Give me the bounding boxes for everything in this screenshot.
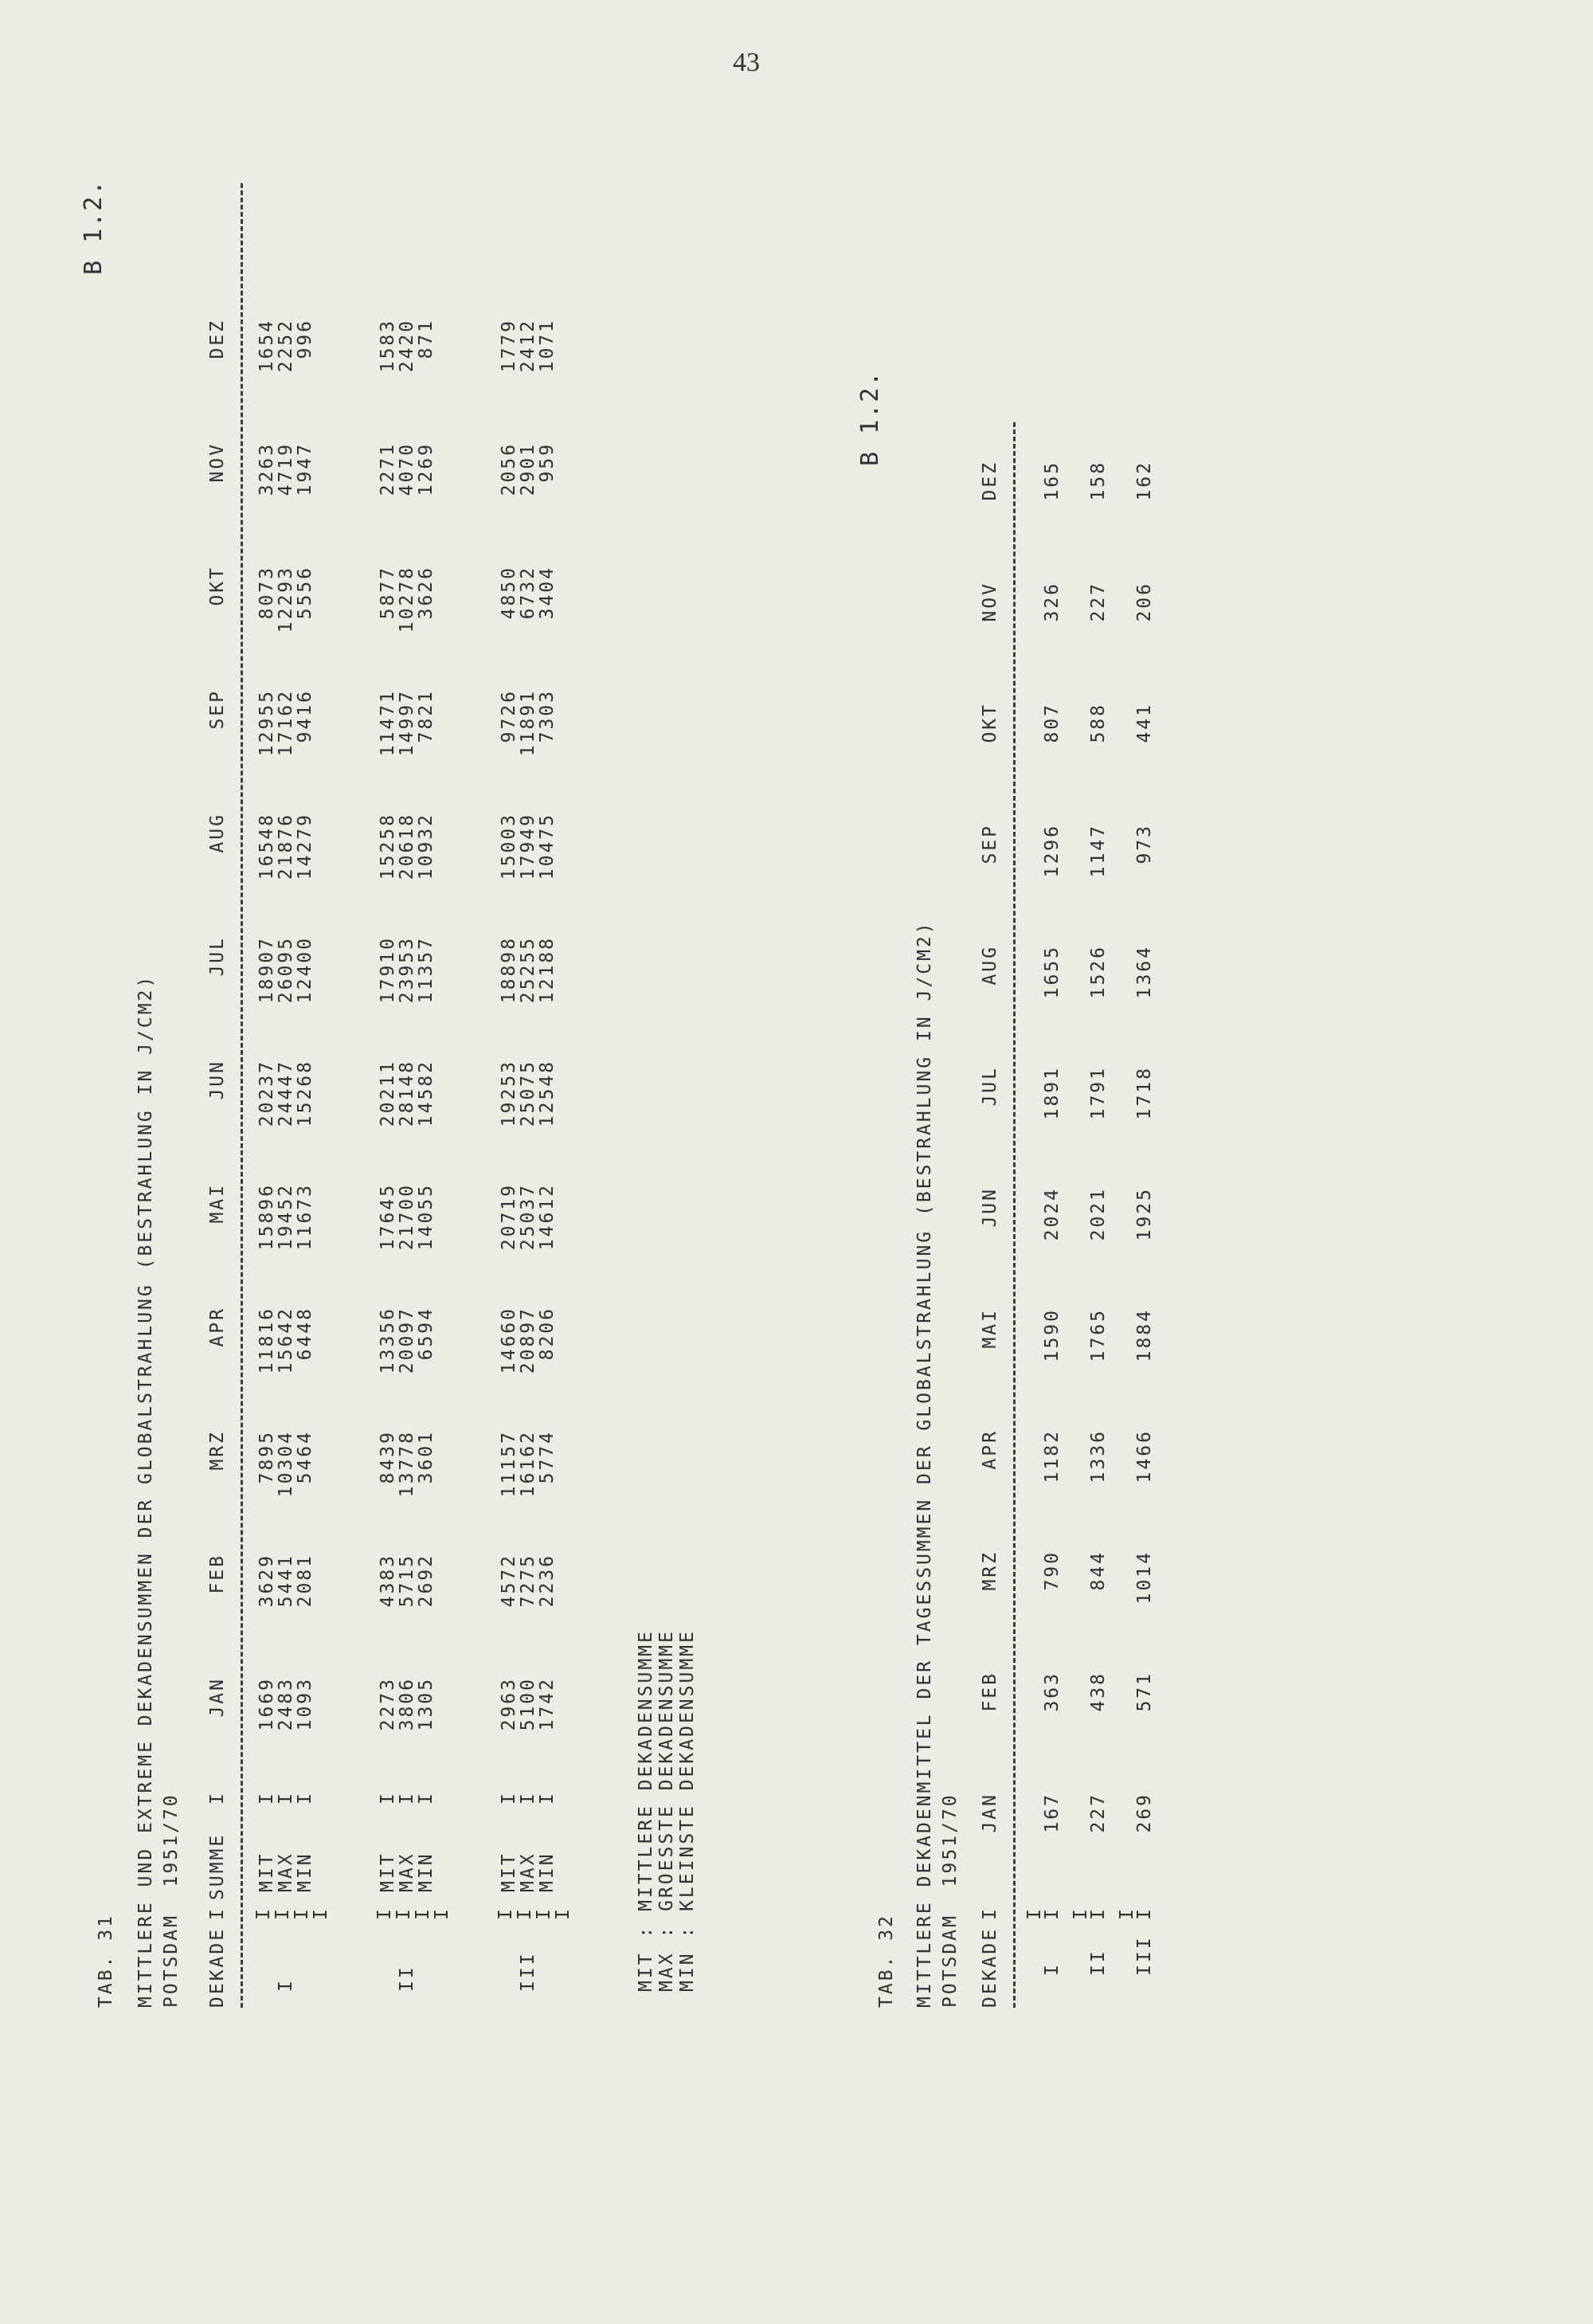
row-separator: I (495, 1907, 516, 1920)
table-cell: 12955 (256, 689, 277, 757)
table-cell: 7275 (518, 1554, 538, 1608)
table-cell: 20618 (397, 813, 417, 880)
column-header-jul: JUL (207, 936, 228, 977)
table-cell: 1791 (1088, 1066, 1109, 1120)
table-cell: 844 (1088, 1550, 1109, 1591)
table-cell: 2420 (397, 319, 417, 373)
table-cell: 20897 (518, 1307, 538, 1374)
row-separator: I (393, 1907, 414, 1920)
table-cell: 158 (1088, 460, 1109, 501)
table-cell: 20211 (378, 1060, 398, 1127)
table-cell: 3263 (256, 442, 277, 496)
table-cell: 1891 (1042, 1066, 1063, 1120)
table-cell: 17645 (378, 1183, 398, 1251)
table-cell: 269 (1134, 1793, 1155, 1833)
row-separator: I (1070, 1907, 1091, 1920)
dekade-label: I (276, 1978, 296, 1992)
table-cell: 1336 (1088, 1429, 1109, 1483)
table-cell: 1364 (1134, 945, 1155, 999)
table-cell: 9726 (499, 689, 519, 743)
row-separator: I (518, 1791, 538, 1805)
table-cell: 5715 (397, 1554, 417, 1608)
table-cell: 20097 (397, 1307, 417, 1374)
table-cell: 11157 (499, 1430, 519, 1498)
table-cell: 2273 (378, 1677, 398, 1731)
table-cell: 23953 (397, 936, 417, 1004)
row-separator: I (499, 1791, 519, 1805)
table-cell: 19253 (499, 1060, 519, 1127)
table-cell: 8206 (537, 1307, 558, 1361)
table-cell: 2021 (1088, 1187, 1109, 1241)
table-32-label: TAB. 32 (876, 1914, 897, 2008)
table-cell: 438 (1088, 1671, 1109, 1712)
table-cell: 959 (537, 442, 558, 483)
row-label-min: MIN (416, 1852, 436, 1892)
dekade-label: II (1088, 1949, 1109, 1976)
column-header-jul: JUL (980, 1066, 1000, 1107)
table-cell: 18907 (256, 936, 277, 1004)
table-cell: 12293 (276, 566, 296, 633)
column-header-nov: NOV (207, 442, 228, 483)
table-cell: 12188 (537, 936, 558, 1004)
column-header-jun: JUN (980, 1187, 1000, 1228)
table-cell: 26095 (276, 936, 296, 1004)
column-header-dez: DEZ (980, 460, 1000, 501)
column-header-okt: OKT (980, 703, 1000, 743)
table-cell: 1305 (416, 1677, 436, 1731)
table-cell: 17949 (518, 813, 538, 880)
table-cell: 1765 (1088, 1308, 1109, 1362)
table-cell: 441 (1134, 703, 1155, 743)
table-cell: 14055 (416, 1183, 436, 1251)
table-cell: 16548 (256, 813, 277, 880)
table-cell: 4572 (499, 1554, 519, 1608)
column-header-jun: JUN (207, 1060, 228, 1100)
table-cell: 5100 (518, 1677, 538, 1731)
table-cell: 11816 (256, 1307, 277, 1374)
row-separator: I (397, 1791, 417, 1805)
table-cell: 3629 (256, 1554, 277, 1608)
table-cell: 13356 (378, 1307, 398, 1374)
table-cell: 25037 (518, 1183, 538, 1251)
table-cell: 24447 (276, 1060, 296, 1127)
table-cell: 20237 (256, 1060, 277, 1127)
column-separator: I (980, 1907, 1000, 1920)
column-header-mrz: MRZ (207, 1430, 228, 1471)
table-cell: 996 (295, 319, 315, 359)
table-cell: 1779 (499, 319, 519, 373)
table-cell: 2483 (276, 1677, 296, 1731)
table-cell: 227 (1088, 1793, 1109, 1833)
column-separator: I (207, 1907, 228, 1920)
table-cell: 1884 (1134, 1308, 1155, 1362)
table-cell: 7303 (537, 689, 558, 743)
table-cell: 1526 (1088, 945, 1109, 999)
table-cell: 4070 (397, 442, 417, 496)
table-cell: 11891 (518, 689, 538, 757)
table-cell: 5556 (295, 566, 315, 620)
column-header-apr: APR (207, 1307, 228, 1347)
table-cell: 8439 (378, 1430, 398, 1484)
table-cell: 167 (1042, 1793, 1063, 1833)
table-cell: 1583 (378, 319, 398, 373)
header-rule (1013, 422, 1016, 2008)
table-cell: 5774 (537, 1430, 558, 1484)
table-31-label: TAB. 31 (96, 1914, 116, 2008)
table-cell: 1590 (1042, 1308, 1063, 1362)
table-cell: 13778 (397, 1430, 417, 1498)
table-cell: 363 (1042, 1671, 1063, 1712)
table-cell: 15642 (276, 1307, 296, 1374)
row-separator: I (292, 1907, 312, 1920)
dekade-label: III (518, 1951, 538, 1992)
table-cell: 1947 (295, 442, 315, 496)
table-cell: 807 (1042, 703, 1063, 743)
table-cell: 2692 (416, 1554, 436, 1608)
row-separator: I (253, 1907, 274, 1920)
table-cell: 790 (1042, 1550, 1063, 1591)
row-separator: I (413, 1907, 433, 1920)
table-cell: 2901 (518, 442, 538, 496)
table-32 (868, 335, 1187, 2008)
table-cell: 10475 (537, 813, 558, 880)
table-cell: 6448 (295, 1307, 315, 1361)
table-31 (88, 175, 698, 2008)
table-cell: 14997 (397, 689, 417, 757)
table-cell: 7821 (416, 689, 436, 743)
table-cell: 227 (1088, 582, 1109, 622)
table-cell: 12400 (295, 936, 315, 1004)
row-label-max: MAX (276, 1852, 296, 1892)
table-cell: 18898 (499, 936, 519, 1004)
row-separator: I (432, 1907, 452, 1920)
column-header-dez: DEZ (207, 319, 228, 359)
row-separator: I (378, 1791, 398, 1805)
row-separator: I (1117, 1907, 1137, 1920)
table-cell: 16162 (518, 1430, 538, 1498)
dekade-label: II (397, 1965, 417, 1992)
table-cell: 5464 (295, 1430, 315, 1484)
legend-item: MIT : MITTLERE DEKADENSUMME (636, 1629, 656, 1992)
table-cell: 2412 (518, 319, 538, 373)
table-cell: 4719 (276, 442, 296, 496)
table-cell: 2236 (537, 1554, 558, 1608)
table-cell: 14612 (537, 1183, 558, 1251)
table-cell: 1718 (1134, 1066, 1155, 1120)
row-separator: I (537, 1791, 558, 1805)
table-cell: 2056 (499, 442, 519, 496)
table-cell: 7895 (256, 1430, 277, 1484)
table-31-title: MITTLERE UND EXTREME DEKADENSUMMEN DER GLOBALSTRAHLUNG (BESTRAHLUNG IN J/CM2) (135, 974, 156, 2008)
table-cell: 11673 (295, 1183, 315, 1251)
table-cell: 25075 (518, 1060, 538, 1127)
row-label-mit: MIT (378, 1852, 398, 1892)
table-cell: 19452 (276, 1183, 296, 1251)
column-header-nov: NOV (980, 582, 1000, 622)
table-cell: 14660 (499, 1307, 519, 1374)
table-cell: 2963 (499, 1677, 519, 1731)
table-cell: 165 (1042, 460, 1063, 501)
table-cell: 6732 (518, 566, 538, 620)
table-cell: 4383 (378, 1554, 398, 1608)
table-cell: 206 (1134, 582, 1155, 622)
table-cell: 10278 (397, 566, 417, 633)
column-header-summe: SUMME (207, 1832, 228, 1900)
table-cell: 11471 (378, 689, 398, 757)
column-header-jan: JAN (207, 1677, 228, 1718)
column-header-dekade: DEKADE (207, 1926, 228, 2008)
column-header-sep: SEP (207, 689, 228, 730)
table-cell: 12548 (537, 1060, 558, 1127)
table-cell: 3601 (416, 1430, 436, 1484)
table-cell: 1269 (416, 442, 436, 496)
table-cell: 5877 (378, 566, 398, 620)
row-separator: I (276, 1791, 296, 1805)
table-cell: 8073 (256, 566, 277, 620)
table-cell: 973 (1134, 824, 1155, 864)
row-label-mit: MIT (256, 1852, 277, 1892)
row-separator: I (1024, 1907, 1045, 1920)
table-cell: 571 (1134, 1671, 1155, 1712)
table-cell: 20719 (499, 1183, 519, 1251)
table-cell: 15896 (256, 1183, 277, 1251)
table-cell: 3806 (397, 1677, 417, 1731)
table-31-location: POTSDAM 1951/70 (161, 1793, 182, 2008)
table-cell: 871 (416, 319, 436, 359)
table-cell: 9416 (295, 689, 315, 743)
table-cell: 15258 (378, 813, 398, 880)
row-label-mit: MIT (499, 1852, 519, 1892)
table-32-location: POTSDAM 1951/70 (940, 1793, 961, 2008)
table-cell: 2024 (1042, 1187, 1063, 1241)
column-header-mai: MAI (980, 1308, 1000, 1349)
table-cell: 1296 (1042, 824, 1063, 878)
table-cell: 6594 (416, 1307, 436, 1361)
table-cell: 21876 (276, 813, 296, 880)
table-cell: 21700 (397, 1183, 417, 1251)
table-cell: 1182 (1042, 1429, 1063, 1483)
row-separator: I (272, 1907, 293, 1920)
legend-item: MAX : GROESSTE DEKADENSUMME (656, 1629, 677, 1992)
table-cell: 1093 (295, 1677, 315, 1731)
table-cell: 15003 (499, 813, 519, 880)
table-cell: 25255 (518, 936, 538, 1004)
table-cell: 1071 (537, 319, 558, 373)
section-tag-top: B 1.2. (80, 178, 108, 275)
row-separator: I (1134, 1907, 1155, 1920)
column-header-mrz: MRZ (980, 1550, 1000, 1591)
table-cell: 1655 (1042, 945, 1063, 999)
column-header-aug: AUG (980, 945, 1000, 986)
column-header-okt: OKT (207, 566, 228, 606)
dekade-label: III (1134, 1935, 1155, 1976)
row-separator: I (1088, 1907, 1109, 1920)
table-32-title: MITTLERE DEKADENMITTEL DER TAGESSUMMEN DER GLOBALSTRAHLUNG (BESTRAHLUNG IN J/CM2) (914, 920, 935, 2008)
table-cell: 14582 (416, 1060, 436, 1127)
row-separator: I (311, 1907, 331, 1920)
row-separator: I (515, 1907, 535, 1920)
row-separator: I (256, 1791, 277, 1805)
table-cell: 2252 (276, 319, 296, 373)
table-cell: 162 (1134, 460, 1155, 501)
table-cell: 5441 (276, 1554, 296, 1608)
table-cell: 17162 (276, 689, 296, 757)
row-label-min: MIN (537, 1852, 558, 1892)
table-cell: 1466 (1134, 1429, 1155, 1483)
column-header-sep: SEP (980, 824, 1000, 864)
column-header-mai: MAI (207, 1183, 228, 1224)
table-cell: 326 (1042, 582, 1063, 622)
row-separator: I (416, 1791, 436, 1805)
table-cell: 2081 (295, 1554, 315, 1608)
row-separator: I (374, 1907, 395, 1920)
table-cell: 588 (1088, 703, 1109, 743)
column-header-aug: AUG (207, 813, 228, 853)
table-cell: 1654 (256, 319, 277, 373)
table-cell: 10304 (276, 1430, 296, 1498)
table-cell: 2271 (378, 442, 398, 496)
row-separator: I (295, 1791, 315, 1805)
table-cell: 15268 (295, 1060, 315, 1127)
column-header-feb: FEB (980, 1671, 1000, 1712)
table-cell: 3626 (416, 566, 436, 620)
table-cell: 1147 (1088, 824, 1109, 878)
column-header-apr: APR (980, 1429, 1000, 1470)
column-header-dekade: DEKADE (980, 1926, 1000, 2008)
table-cell: 4850 (499, 566, 519, 620)
row-label-max: MAX (518, 1852, 538, 1892)
table-cell: 1014 (1134, 1550, 1155, 1605)
column-header-jan: JAN (980, 1793, 1000, 1833)
table-cell: 1742 (537, 1677, 558, 1731)
table-cell: 11357 (416, 936, 436, 1004)
header-rule (241, 183, 243, 2008)
row-separator: I (553, 1907, 573, 1920)
table-cell: 1669 (256, 1677, 277, 1731)
row-separator: I (1042, 1907, 1063, 1920)
column-header-feb: FEB (207, 1554, 228, 1594)
table-cell: 1925 (1134, 1187, 1155, 1241)
table-cell: 28148 (397, 1060, 417, 1127)
table-cell: 14279 (295, 813, 315, 880)
section-tag-bottom: B 1.2. (856, 370, 884, 466)
column-separator: I (207, 1791, 228, 1805)
row-label-max: MAX (397, 1852, 417, 1892)
table-cell: 17910 (378, 936, 398, 1004)
legend-item: MIN : KLEINSTE DEKADENSUMME (677, 1629, 698, 1992)
page-number: 43 (733, 48, 760, 77)
table-cell: 10932 (416, 813, 436, 880)
row-label-min: MIN (295, 1852, 315, 1892)
row-separator: I (534, 1907, 554, 1920)
table-cell: 3404 (537, 566, 558, 620)
dekade-label: I (1042, 1962, 1063, 1976)
